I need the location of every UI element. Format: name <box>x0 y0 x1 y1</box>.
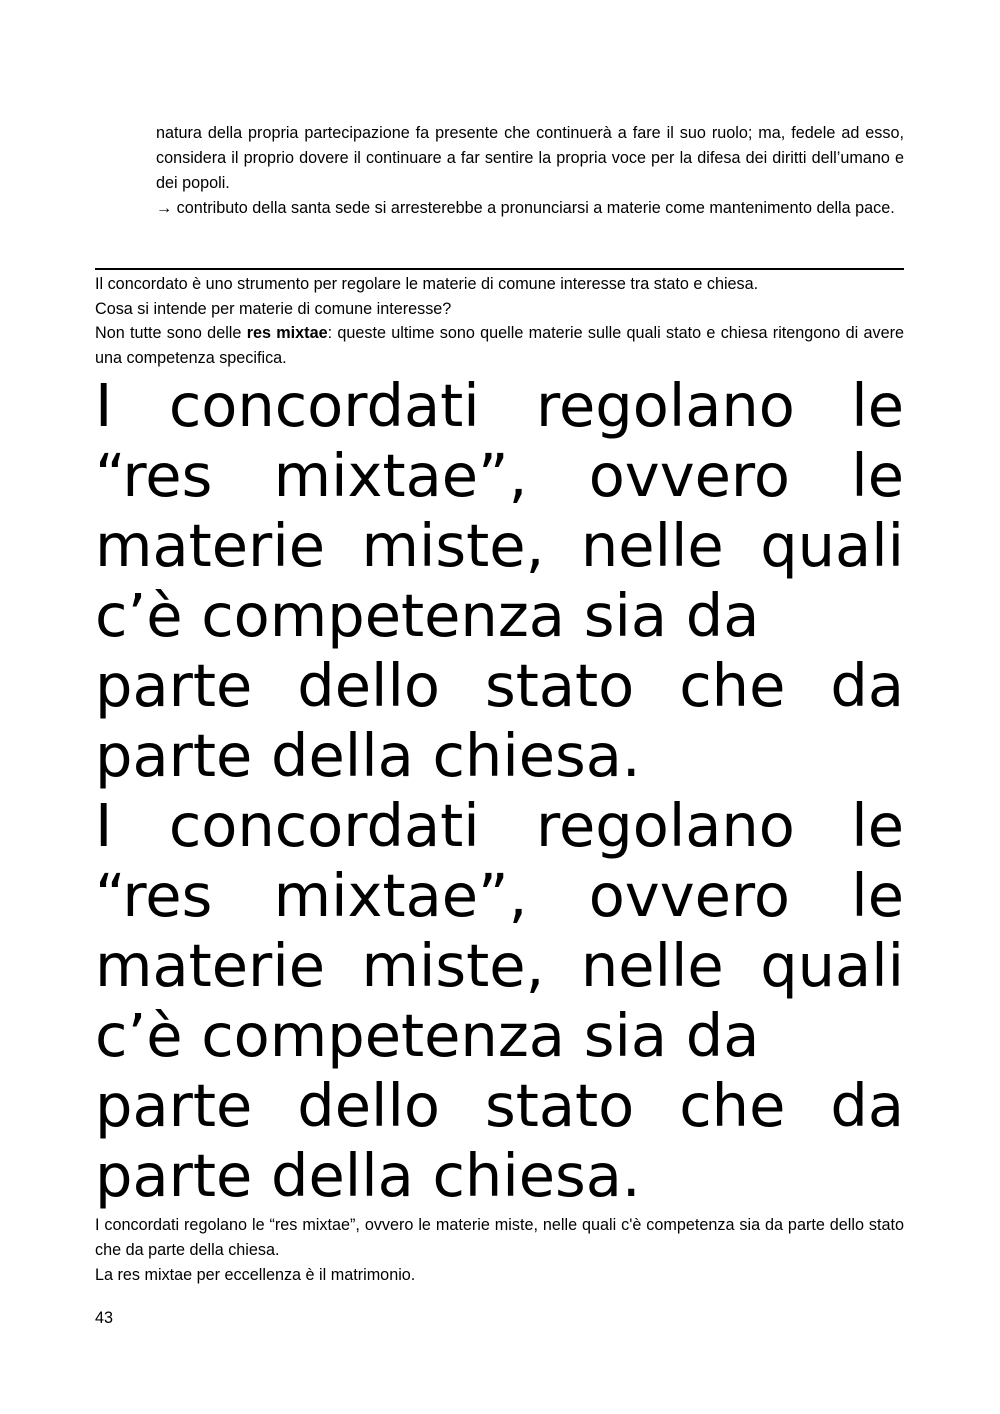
large-heading-line: I concordati regolano le <box>95 371 904 440</box>
large-heading-line: c’è competenza sia da <box>95 581 760 650</box>
page-number: 43 <box>95 1309 114 1327</box>
summary-paragraph: I concordati regolano le “res mixtae”, ovvero le materie miste, nelle quali c'è competenza sia da parte dello stato che da parte della chiesa. <box>95 1216 904 1259</box>
large-heading-line: I concordati regolano le <box>95 791 904 860</box>
concordato-intro <box>95 272 904 370</box>
intro-line-1: Il concordato è uno strumento per regolare le materie di comune interesse tra stato e chiesa. <box>95 275 759 293</box>
large-heading-block-1 <box>95 371 904 791</box>
large-heading-line: parte della chiesa. <box>95 1141 641 1210</box>
res-mixtae-bold: res mixtae <box>246 324 328 342</box>
intro-line-3 <box>95 321 904 370</box>
large-heading-block-2 <box>95 791 904 1211</box>
large-heading-line: c’è competenza sia da <box>95 1001 760 1070</box>
indented-continuation <box>156 121 904 221</box>
intro-line-3-start: Non tutte sono delle <box>95 324 247 342</box>
large-heading-line: materie miste, nelle quali <box>95 511 904 580</box>
large-heading-line: parte della chiesa. <box>95 721 641 790</box>
large-heading-line: parte dello stato che da <box>95 651 904 720</box>
large-heading-line: materie miste, nelle quali <box>95 931 904 1000</box>
large-heading-line: parte dello stato che da <box>95 1071 904 1140</box>
horizontal-rule <box>95 268 904 270</box>
large-heading-line: “res mixtae”, ovvero le <box>95 861 904 930</box>
arrow-note-paragraph: → contributo della santa sede si arresterebbe a pronunciarsi a materie come mantenimento della pace. <box>156 199 895 217</box>
intro-line-2: Cosa si intende per materie di comune interesse? <box>95 299 452 318</box>
matrimonio-paragraph: La res mixtae per eccellenza è il matrimonio. <box>95 1266 416 1284</box>
continuation-paragraph: natura della propria partecipazione fa presente che continuerà a fare il suo ruolo; ma, fedele ad esso, considera il proprio dovere il continuare a far sentire la propria voce per la difesa dei diritti dell’umano e dei popoli. <box>156 124 904 192</box>
large-heading-line: “res mixtae”, ovvero le <box>95 441 904 510</box>
res-mixtae-summary <box>95 1213 904 1288</box>
intro-line-3-end: : queste ultime sono quelle materie sulle quali stato e chiesa ritengono di avere una competenza specifica. <box>95 324 904 367</box>
